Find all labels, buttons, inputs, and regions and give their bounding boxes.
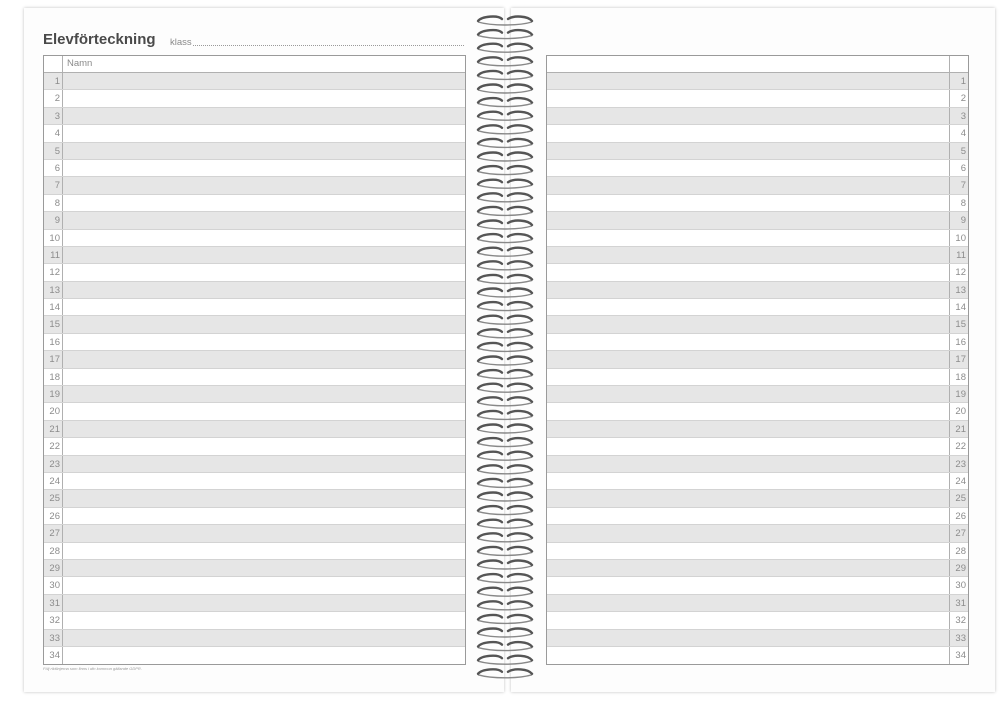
spiral-coil — [478, 493, 532, 501]
right-row-number: 18 — [949, 369, 968, 385]
right-table-row[interactable] — [547, 125, 968, 142]
right-row-number: 20 — [949, 403, 968, 419]
left-row-number: 22 — [44, 438, 63, 454]
right-row-number: 5 — [949, 143, 968, 159]
spiral-coil — [478, 411, 532, 419]
left-table-row[interactable] — [44, 421, 465, 438]
right-row-number: 21 — [949, 421, 968, 437]
spiral-coil — [478, 533, 532, 541]
right-table-row[interactable] — [547, 421, 968, 438]
left-row-number: 34 — [44, 647, 63, 664]
right-row-number: 8 — [949, 195, 968, 211]
left-table-row[interactable] — [44, 299, 465, 316]
spiral-coil — [478, 17, 532, 25]
left-table-row[interactable] — [44, 195, 465, 212]
right-row-number: 29 — [949, 560, 968, 576]
left-name-table — [43, 55, 466, 665]
right-header-num-cell — [949, 56, 968, 72]
right-row-number: 24 — [949, 473, 968, 489]
right-table-row[interactable] — [547, 316, 968, 333]
left-row-number: 6 — [44, 160, 63, 176]
spiral-coil — [478, 506, 532, 514]
right-table-row[interactable] — [547, 473, 968, 490]
right-table-row[interactable] — [547, 595, 968, 612]
spiral-coil — [478, 289, 532, 297]
spiral-coil — [478, 44, 532, 52]
spiral-coil — [478, 615, 532, 623]
right-table-row[interactable] — [547, 73, 968, 90]
left-row-number: 8 — [44, 195, 63, 211]
right-table-row[interactable] — [547, 386, 968, 403]
left-table-row[interactable] — [44, 334, 465, 351]
left-table-row[interactable] — [44, 630, 465, 647]
left-table-row[interactable] — [44, 456, 465, 473]
left-header-num-cell — [44, 56, 63, 72]
left-table-row[interactable] — [44, 577, 465, 594]
left-table-row[interactable] — [44, 247, 465, 264]
left-table-row[interactable] — [44, 73, 465, 90]
right-table-row[interactable] — [547, 282, 968, 299]
left-table-row[interactable] — [44, 264, 465, 281]
spiral-coil — [478, 302, 532, 310]
klass-label: klass — [170, 37, 192, 48]
left-row-number: 23 — [44, 456, 63, 472]
spiral-coil — [478, 370, 532, 378]
klass-write-line[interactable] — [193, 45, 464, 46]
right-row-number: 9 — [949, 212, 968, 228]
left-table-row[interactable] — [44, 316, 465, 333]
right-table-row[interactable] — [547, 403, 968, 420]
left-row-number: 7 — [44, 177, 63, 193]
spiral-coil — [478, 248, 532, 256]
left-row-number: 32 — [44, 612, 63, 628]
right-table-row[interactable] — [547, 577, 968, 594]
right-name-table — [546, 55, 969, 665]
right-row-number: 26 — [949, 508, 968, 524]
right-table-row[interactable] — [547, 334, 968, 351]
spiral-coil — [478, 261, 532, 269]
spiral-coil — [478, 438, 532, 446]
right-table-row[interactable] — [547, 543, 968, 560]
right-table-row[interactable] — [547, 143, 968, 160]
right-row-number: 7 — [949, 177, 968, 193]
left-table-row[interactable] — [44, 177, 465, 194]
spiral-coil — [478, 357, 532, 365]
right-table-row[interactable] — [547, 490, 968, 507]
right-table-row[interactable] — [547, 351, 968, 368]
right-row-number: 3 — [949, 108, 968, 124]
right-row-number: 16 — [949, 334, 968, 350]
left-row-number: 26 — [44, 508, 63, 524]
left-table-row[interactable] — [44, 351, 465, 368]
right-row-number: 25 — [949, 490, 968, 506]
left-row-number: 28 — [44, 543, 63, 559]
left-table-row[interactable] — [44, 282, 465, 299]
right-row-number: 10 — [949, 230, 968, 246]
spiral-coil — [478, 669, 532, 677]
spiral-coil — [478, 329, 532, 337]
right-row-number: 13 — [949, 282, 968, 298]
right-row-number: 15 — [949, 316, 968, 332]
right-table-row[interactable] — [547, 508, 968, 525]
right-table-row[interactable] — [547, 177, 968, 194]
right-table-header — [547, 56, 968, 73]
left-row-number: 24 — [44, 473, 63, 489]
spiral-coil — [478, 166, 532, 174]
spiral-coil — [478, 207, 532, 215]
right-row-number: 31 — [949, 595, 968, 611]
left-table-row[interactable] — [44, 386, 465, 403]
spiral-coil — [478, 275, 532, 283]
right-row-number: 32 — [949, 612, 968, 628]
spiral-coil — [478, 139, 532, 147]
left-table-row[interactable] — [44, 525, 465, 542]
left-row-number: 20 — [44, 403, 63, 419]
spiral-coil — [478, 112, 532, 120]
left-row-number: 16 — [44, 334, 63, 350]
left-table-row[interactable] — [44, 508, 465, 525]
right-table-row[interactable] — [547, 212, 968, 229]
left-table-row[interactable] — [44, 595, 465, 612]
right-row-number: 12 — [949, 264, 968, 280]
spiral-coil — [478, 71, 532, 79]
left-table-row[interactable] — [44, 612, 465, 629]
spiral-coil — [478, 452, 532, 460]
left-row-number: 3 — [44, 108, 63, 124]
left-row-number: 1 — [44, 73, 63, 89]
left-table-row[interactable] — [44, 230, 465, 247]
right-row-number: 28 — [949, 543, 968, 559]
left-row-number: 4 — [44, 125, 63, 141]
spiral-coil — [478, 57, 532, 65]
right-row-number: 34 — [949, 647, 968, 664]
right-table-row[interactable] — [547, 612, 968, 629]
spiral-coil — [478, 180, 532, 188]
title-row — [43, 29, 464, 51]
left-row-number: 19 — [44, 386, 63, 402]
spiral-binding-icon — [472, 10, 538, 688]
left-row-number: 27 — [44, 525, 63, 541]
right-table-row[interactable] — [547, 647, 968, 664]
left-table-row[interactable] — [44, 160, 465, 177]
left-row-number: 12 — [44, 264, 63, 280]
spiral-coil — [478, 30, 532, 38]
left-table-row[interactable] — [44, 473, 465, 490]
left-table-header — [44, 56, 465, 73]
spiral-coil — [478, 561, 532, 569]
left-table-row[interactable] — [44, 560, 465, 577]
gdpr-footnote: Följ riktlinjerna som finns i din kommun gällande GDPR. — [43, 666, 142, 671]
right-row-number: 17 — [949, 351, 968, 367]
left-row-number: 33 — [44, 630, 63, 646]
right-table-row[interactable] — [547, 456, 968, 473]
right-table-row[interactable] — [547, 90, 968, 107]
right-table-row[interactable] — [547, 438, 968, 455]
spiral-coil — [478, 425, 532, 433]
right-row-number: 4 — [949, 125, 968, 141]
left-row-number: 17 — [44, 351, 63, 367]
spiral-coil — [478, 465, 532, 473]
right-row-number: 1 — [949, 73, 968, 89]
spiral-coil — [478, 125, 532, 133]
right-table-row[interactable] — [547, 230, 968, 247]
spiral-coil — [478, 98, 532, 106]
left-row-number: 31 — [44, 595, 63, 611]
right-row-number: 23 — [949, 456, 968, 472]
left-row-number: 25 — [44, 490, 63, 506]
left-row-number: 29 — [44, 560, 63, 576]
spiral-coil — [478, 479, 532, 487]
right-row-number: 27 — [949, 525, 968, 541]
left-row-number: 9 — [44, 212, 63, 228]
spiral-coil — [478, 384, 532, 392]
right-row-number: 22 — [949, 438, 968, 454]
left-table-row[interactable] — [44, 403, 465, 420]
spiral-coil — [478, 520, 532, 528]
spiral-coil — [478, 193, 532, 201]
right-row-number: 19 — [949, 386, 968, 402]
left-row-number: 11 — [44, 247, 63, 263]
spiral-coil — [478, 316, 532, 324]
spiral-coil — [478, 574, 532, 582]
spiral-coil — [478, 656, 532, 664]
right-table-row[interactable] — [547, 299, 968, 316]
spiral-coil — [478, 85, 532, 93]
left-row-number: 5 — [44, 143, 63, 159]
left-table-row[interactable] — [44, 543, 465, 560]
left-table-row[interactable] — [44, 369, 465, 386]
spiral-coil — [478, 397, 532, 405]
left-row-number: 2 — [44, 90, 63, 106]
spiral-coil — [478, 234, 532, 242]
left-table-row[interactable] — [44, 125, 465, 142]
right-table-row[interactable] — [547, 264, 968, 281]
spiral-coil — [478, 601, 532, 609]
left-row-number: 21 — [44, 421, 63, 437]
spiral-coil — [478, 588, 532, 596]
left-row-number: 15 — [44, 316, 63, 332]
spiral-coil — [478, 629, 532, 637]
page-title: Elevförteckning — [43, 31, 156, 48]
right-row-number: 11 — [949, 247, 968, 263]
left-table-row[interactable] — [44, 143, 465, 160]
spiral-coil — [478, 642, 532, 650]
right-row-number: 33 — [949, 630, 968, 646]
spiral-coil — [478, 221, 532, 229]
left-row-number: 14 — [44, 299, 63, 315]
right-table-row[interactable] — [547, 560, 968, 577]
left-table-row[interactable] — [44, 490, 465, 507]
right-table-row[interactable] — [547, 247, 968, 264]
right-table-row[interactable] — [547, 525, 968, 542]
left-row-number: 13 — [44, 282, 63, 298]
right-row-number: 30 — [949, 577, 968, 593]
right-table-row[interactable] — [547, 369, 968, 386]
left-row-number: 18 — [44, 369, 63, 385]
left-table-row[interactable] — [44, 212, 465, 229]
right-row-number: 14 — [949, 299, 968, 315]
namn-column-header: Namn — [67, 58, 93, 69]
left-table-row[interactable] — [44, 438, 465, 455]
right-table-row[interactable] — [547, 160, 968, 177]
left-row-number: 30 — [44, 577, 63, 593]
spiral-coil — [478, 343, 532, 351]
left-table-row[interactable] — [44, 647, 465, 664]
spiral-coil — [478, 153, 532, 161]
right-row-number: 2 — [949, 90, 968, 106]
right-row-number: 6 — [949, 160, 968, 176]
spiral-coil — [478, 547, 532, 555]
left-row-number: 10 — [44, 230, 63, 246]
left-table-row[interactable] — [44, 90, 465, 107]
right-table-row[interactable] — [547, 195, 968, 212]
right-table-row[interactable] — [547, 108, 968, 125]
left-table-row[interactable] — [44, 108, 465, 125]
right-table-row[interactable] — [547, 630, 968, 647]
